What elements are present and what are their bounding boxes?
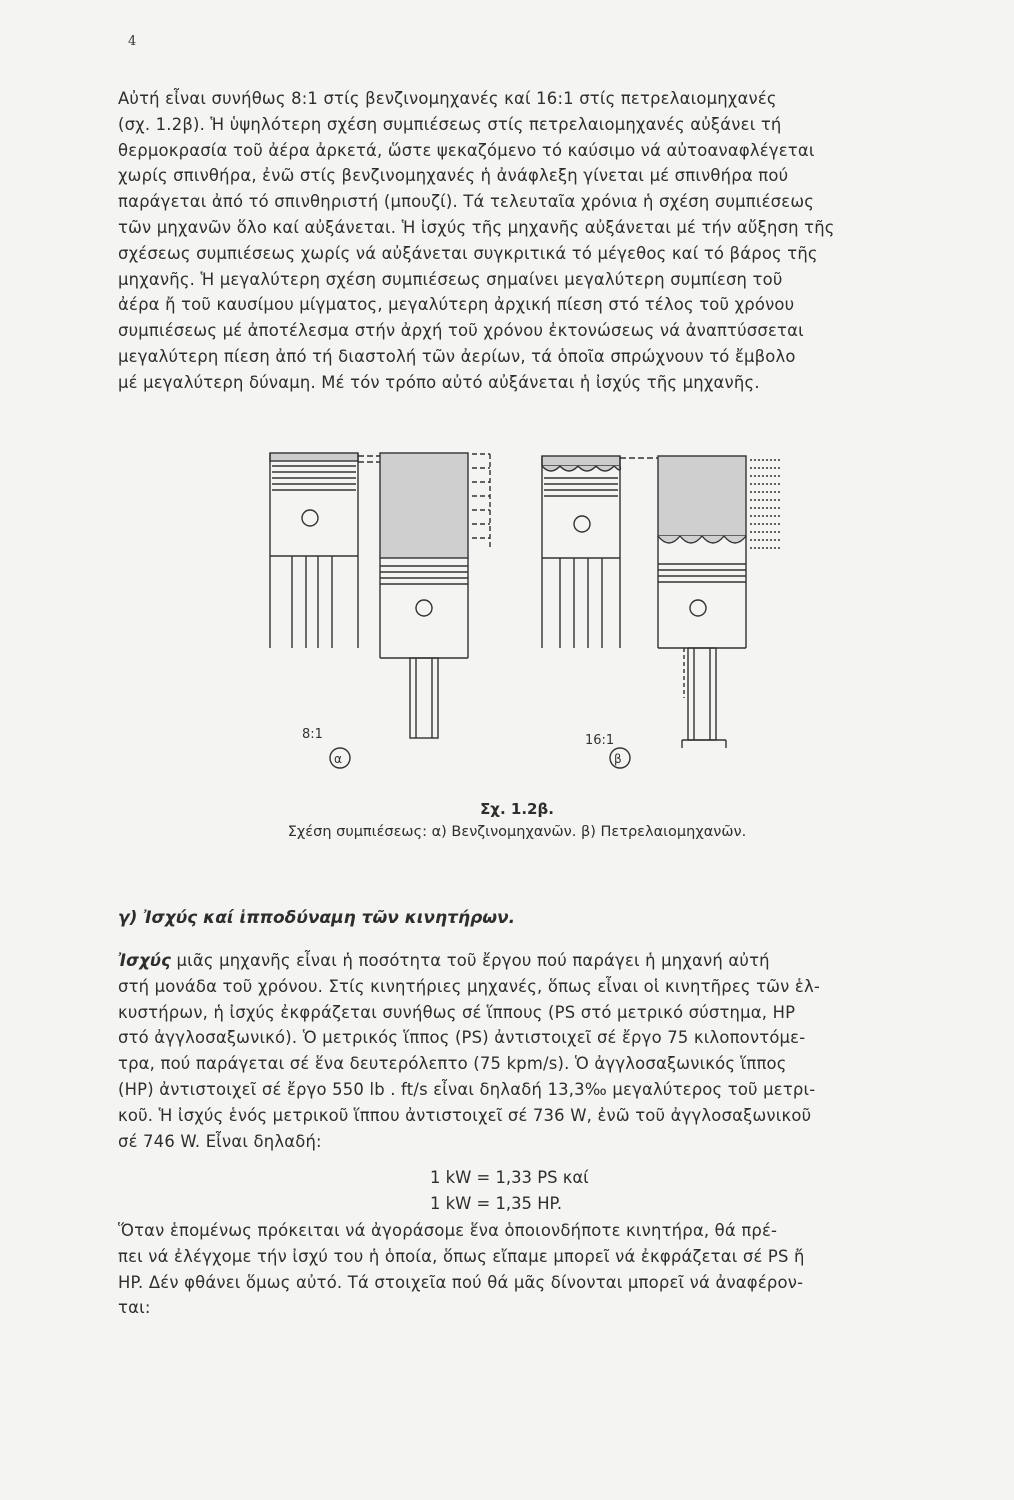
- text-line: θερμοκρασία τοῦ ἀέρα ἀρκετά, ὥστε ψεκαζόμενο τό καύσιμο νά αὐτοαναφλέγεται: [118, 140, 815, 160]
- text-line: στό ἀγγλοσαξωνικό). Ὁ μετρικός ἵππος (PS) ἀντιστοιχεῖ σέ ἔργο 75 κιλοποντόμε-: [118, 1028, 806, 1048]
- term-power: Ἰσχύς: [118, 951, 172, 970]
- marker-b-label: β: [614, 752, 622, 766]
- piston-a-top: [380, 453, 468, 738]
- section-heading: γ) Ἰσχύς καί ἱπποδύναμη τῶν κινητήρων.: [118, 908, 516, 928]
- stroke-marks-b: [750, 460, 780, 548]
- text-line: Αὐτή εἶναι συνήθως 8:1 στίς βενζινομηχανές καί 16:1 στίς πετρελαιομηχανές: [118, 89, 777, 108]
- text-line: τρα, πού παράγεται σέ ἕνα δευτερόλεπτο (75 kpm/s). Ὁ ἀγγλοσαξωνικός ἵππος: [118, 1054, 787, 1074]
- text-line: μεγαλύτερη πίεση ἀπό τή διαστολή τῶν ἀερίων, τά ὁποῖα σπρώχνουν τό ἔμβολο: [118, 346, 796, 366]
- figure-number: Σχ. 1.2β.: [480, 800, 554, 818]
- text-line: σχέσεως συμπιέσεως χωρίς νά αὐξάνεται συγκριτικά τό μέγεθος καί τό βάρος τῆς: [118, 243, 818, 263]
- text-line: στή μονάδα τοῦ χρόνου. Στίς κινητήριες μηχανές, ὅπως εἶναι οἱ κινητῆρες τῶν ἑλ-: [118, 976, 820, 996]
- closing-paragraph: [118, 1218, 938, 1321]
- text-line: σέ 746 W. Εἶναι δηλαδή:: [118, 1131, 322, 1151]
- text-line: [118, 948, 938, 974]
- text-line: πει νά ἐλέγχομε τήν ἰσχύ του ἡ ὁποία, ὅπως εἴπαμε μπορεῖ νά ἐκφράζεται σέ PS ἤ: [118, 1246, 805, 1266]
- ratio-label-a: 8:1: [302, 727, 323, 742]
- piston-a-bottom: [270, 453, 358, 648]
- page-number: 4: [128, 34, 137, 49]
- text-line: παράγεται ἀπό τό σπινθηριστή (μπουζί). Τά τελευταῖα χρόνια ἡ σχέση συμπιέσεως: [118, 192, 815, 212]
- text-line: χωρίς σπινθήρα, ἐνῶ στίς βενζινομηχανές ἡ ἀνάφλεξη γίνεται μέ σπινθήρα πού: [118, 166, 789, 186]
- piston-compression-figure: [250, 448, 810, 788]
- cylinder-head-dash-a: [358, 456, 380, 462]
- text-line: μέ μεγαλύτερη δύναμη. Μέ τόν τρόπο αὐτό αὐξάνεται ἡ ἰσχύς τῆς μηχανῆς.: [118, 372, 760, 392]
- text-line: ἀέρα ἤ τοῦ καυσίμου μίγματος, μεγαλύτερη ἀρχική πίεση στό τέλος τοῦ χρόνου: [118, 295, 795, 315]
- marker-a-label: α: [334, 752, 342, 766]
- text-line: μηχανῆς. Ἡ μεγαλύτερη σχέση συμπιέσεως σημαίνει μεγαλύτερη συμπίεση τοῦ: [118, 269, 783, 289]
- figure-caption: Σχέση συμπιέσεως: α) Βενζινομηχανῶν. β) Πετρελαιομηχανῶν.: [287, 824, 747, 840]
- formula-ps: 1 kW = 1,33 PS καί: [430, 1168, 589, 1187]
- stroke-marks-a: [472, 454, 490, 548]
- ratio-label-b: 16:1: [585, 733, 615, 748]
- text-line: (HP) ἀντιστοιχεῖ σέ ἔργο 550 lb . ft/s εἶναι δηλαδή 13,3‰ μεγαλύτερος τοῦ μετρι-: [118, 1079, 816, 1099]
- text-line: Ὅταν ἑπομένως πρόκειται νά ἀγοράσομε ἕνα ὁποιονδήποτε κινητήρα, θά πρέ-: [118, 1221, 778, 1240]
- text-line: HP. Δέν φθάνει ὅμως αὐτό. Τά στοιχεῖα πού θά μᾶς δίνονται μπορεῖ νά ἀναφέρον-: [118, 1272, 804, 1292]
- first-line-rest: μιᾶς μηχανῆς εἶναι ἡ ποσότητα τοῦ ἔργου πού παράγει ἡ μηχανή αὐτή: [171, 951, 770, 970]
- power-paragraph: [118, 948, 938, 1154]
- piston-b-top: [658, 456, 746, 748]
- piston-b-bottom: [542, 456, 620, 648]
- text-line: συμπιέσεως μέ ἀποτέλεσμα στήν ἀρχή τοῦ χρόνου ἐκτονώσεως νά ἀναπτύσσεται: [118, 321, 804, 341]
- text-line: ται:: [118, 1298, 151, 1318]
- text-line: κυστήρων, ἡ ἰσχύς ἐκφράζεται συνήθως σέ ἵππους (PS στό μετρικό σύστημα, HP: [118, 1002, 796, 1022]
- text-line: κοῦ. Ἡ ἰσχύς ἑνός μετρικοῦ ἵππου ἀντιστοιχεῖ σέ 736 W, ἐνῶ τοῦ ἀγγλοσαξωνικοῦ: [118, 1105, 812, 1125]
- compression-ratio-paragraph: [118, 86, 938, 396]
- formula-hp: 1 kW = 1,35 HP.: [430, 1194, 563, 1213]
- text-line: τῶν μηχανῶν ὅλο καί αὐξάνεται. Ἡ ἰσχύς τῆς μηχανῆς αὐξάνεται μέ τήν αὔξηση τῆς: [118, 217, 835, 237]
- text-line: (σχ. 1.2β). Ἡ ὑψηλότερη σχέση συμπιέσεως στίς πετρελαιομηχανές αὐξάνει τή: [118, 114, 782, 134]
